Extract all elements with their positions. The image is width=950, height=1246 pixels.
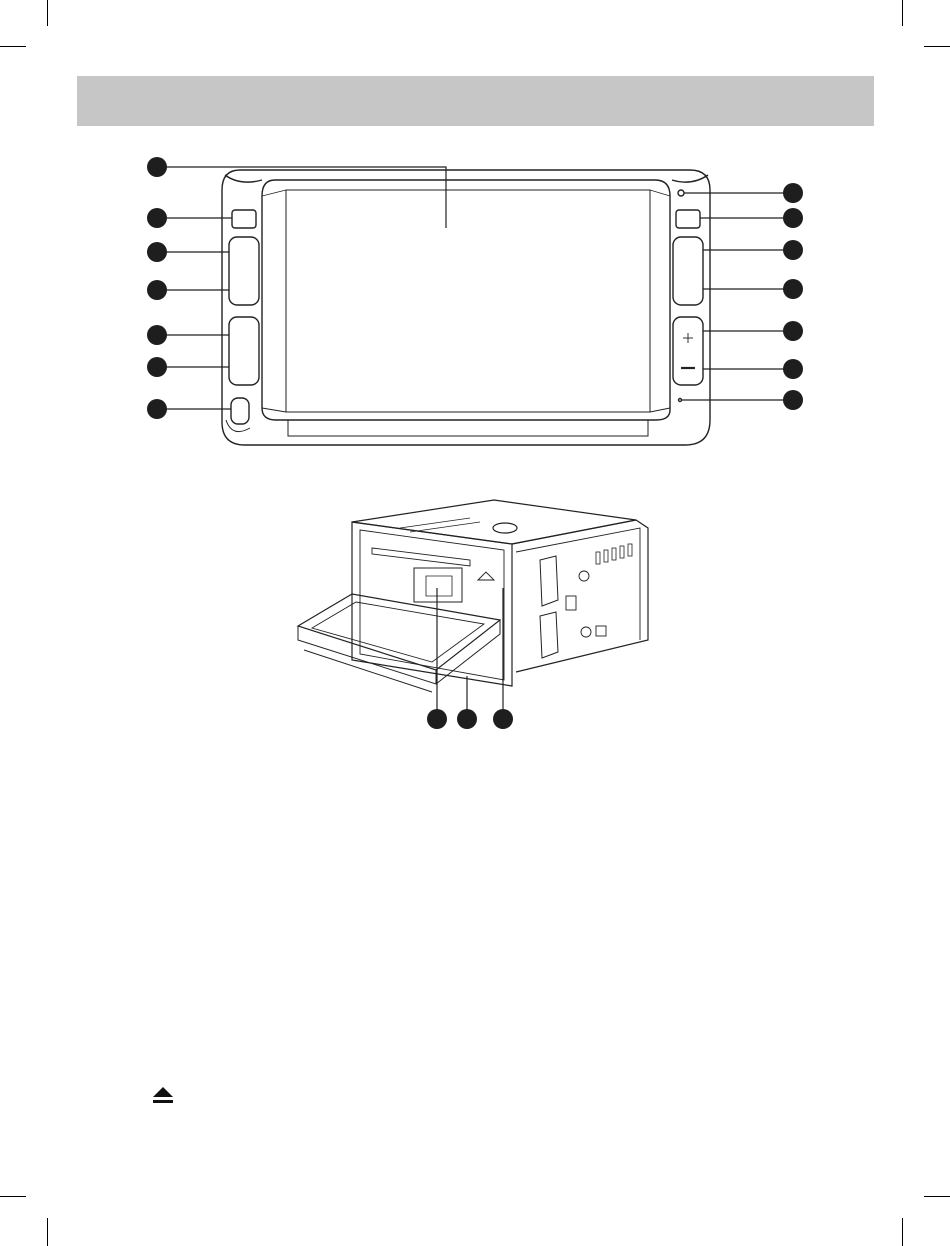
callout-marker (147, 208, 167, 228)
callout-marker (783, 359, 803, 379)
callout-marker (147, 325, 167, 345)
callout-marker (783, 183, 803, 203)
callout-marker (427, 709, 447, 729)
plus-icon (683, 333, 693, 343)
callout-marker (147, 242, 167, 262)
callout-marker (147, 280, 167, 300)
callout-marker (783, 240, 803, 260)
callout-marker (147, 399, 167, 419)
callout-marker (147, 357, 167, 377)
chassis-illustration (298, 500, 648, 692)
callout-marker (457, 709, 477, 729)
callout-marker (783, 321, 803, 341)
callout-marker (783, 390, 803, 410)
eject-icon (150, 1085, 176, 1107)
callout-marker (783, 279, 803, 299)
callout-marker (783, 208, 803, 228)
callout-marker (493, 709, 513, 729)
callout-marker (147, 157, 167, 177)
